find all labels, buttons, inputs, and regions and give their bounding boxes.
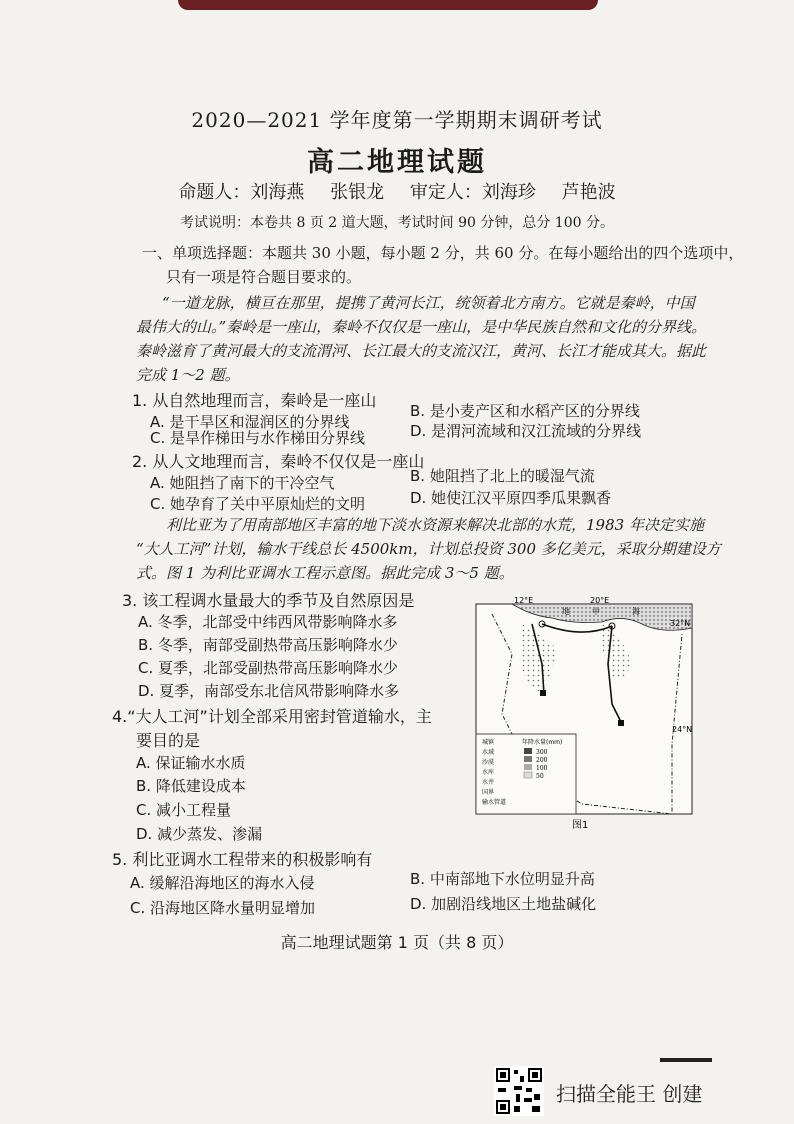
legend-rain-swatch-2 — [524, 756, 532, 762]
q3-stem: 3. 该工程调水量最大的季节及自然原因是 — [122, 591, 415, 610]
q2-option-d: D. 她使江汉平原四季瓜果飘香 — [410, 489, 612, 507]
q3-option-a: A. 冬季，北部受中纬西风带影响降水多 — [138, 613, 398, 631]
section-heading-line-1: 一、单项选择题：本题共 30 小题，每小题 2 分，共 60 分。在每小题给出的四个选项中， — [142, 244, 744, 262]
passage1-line-3: 秦岭滋育了黄河最大的支流渭河、长江最大的支流汉江，黄河、长江才能成其大。据此 — [136, 342, 707, 360]
q5-option-c: C. 沿海地区降水量明显增加 — [130, 899, 316, 917]
well-marker-east — [618, 720, 624, 726]
exam-instructions: 考试说明：本卷共 8 页 2 道大题，考试时间 90 分钟，总分 100 分。 — [180, 215, 614, 231]
author-1: 命题人：刘海燕 — [178, 182, 305, 203]
legend-border: 国界 — [482, 789, 495, 796]
q1-option-d: D. 是渭河流域和汉江流域的分界线 — [410, 422, 642, 440]
authors-line — [0, 178, 794, 204]
q1-option-a: A. 是干旱区和湿润区的分界线 — [150, 413, 350, 431]
q3-option-c: C. 夏季，北部受副热带高压影响降水少 — [138, 659, 399, 677]
sea-label-1: 地 — [562, 607, 570, 616]
binder-edge — [178, 0, 598, 10]
legend-water: 水域 — [482, 749, 495, 756]
q2-option-b: B. 她阻挡了北上的暖湿气流 — [410, 467, 595, 485]
q3-option-d: D. 夏季，南部受东北信风带影响降水多 — [138, 682, 400, 700]
legend-rain-swatch-3 — [524, 764, 532, 770]
legend-well: 水井 — [482, 779, 495, 786]
legend-desert: 沙漠 — [482, 759, 495, 766]
q2-stem: 2. 从人文地理而言，秦岭不仅仅是一座山 — [132, 452, 425, 471]
section-heading-line-2: 只有一项是符合题目要求的。 — [166, 268, 362, 286]
legend-rain-1: 300 — [536, 749, 548, 756]
passage2-line-2: “大人工河”计划，输水干线总长 4500km，计划总投资 300 多亿美元，采取分期建设方 — [136, 540, 721, 558]
legend-rain-swatch-4 — [524, 772, 532, 778]
exam-title: 2020—2021 学年度第一学期期末调研考试 — [191, 108, 603, 132]
lon-label-right: 20°E — [590, 596, 610, 605]
q2-option-a: A. 她阻挡了南下的干冷空气 — [150, 474, 335, 492]
q5-option-a: A. 缓解沿海地区的海水入侵 — [130, 874, 315, 892]
page-footer: 高二地理试题第 1 页（共 8 页） — [280, 933, 514, 952]
lat-label-bottom: 24°N — [672, 725, 693, 734]
passage1-line-2: 最伟大的山。”秦岭是一座山，秦岭不仅仅是一座山，是中华民族自然和文化的分界线。 — [136, 318, 707, 336]
q1-option-b: B. 是小麦产区和水稻产区的分界线 — [410, 402, 640, 420]
legend-rain-4: 50 — [536, 773, 544, 780]
legend-rain-3: 100 — [536, 765, 548, 772]
q4-stem-line-1: 4.“大人工河”计划全部采用密封管道输水，主 — [112, 707, 432, 726]
q4-option-d: D. 减少蒸发、渗漏 — [136, 825, 263, 843]
q4-option-c: C. 减小工程量 — [136, 801, 232, 819]
passage2-line-3: 式。图 1 为利比亚调水工程示意图。据此完成 3～5 题。 — [136, 564, 514, 582]
legend-rain-title: 年降水量(mm) — [522, 739, 563, 746]
q1-option-c: C. 是旱作梯田与水作梯田分界线 — [150, 429, 366, 447]
lat-label-top: 32°N — [670, 619, 691, 628]
figure-1-map — [472, 594, 704, 832]
well-marker-west — [540, 690, 546, 696]
passage1-line-1: “一道龙脉，横亘在那里，提携了黄河长江，统领着北方南方。它就是秦岭，中国 — [162, 294, 695, 312]
watermark-text: 扫描全能王 创建 — [556, 1082, 703, 1106]
q1-stem: 1. 从自然地理而言，秦岭是一座山 — [132, 391, 377, 410]
passage1-line-4: 完成 1～2 题。 — [136, 366, 240, 384]
subject-title: 高二地理试题 — [307, 147, 487, 178]
q4-option-a: A. 保证输水水质 — [136, 754, 246, 772]
legend-pipe: 输水管道 — [482, 799, 507, 806]
passage2-line-1: 利比亚为了用南部地区丰富的地下淡水资源来解决北部的水荒，1983 年决定实施 — [166, 516, 704, 534]
legend-cities: 城镇 — [482, 739, 495, 746]
sea-label-3: 海 — [632, 607, 640, 616]
reviewer-2: 芦艳波 — [561, 182, 616, 203]
watermark-rule — [660, 1058, 712, 1062]
legend-reservoir: 水库 — [482, 769, 495, 776]
q2-option-c: C. 她孕育了关中平原灿烂的文明 — [150, 495, 366, 513]
q5-option-b: B. 中南部地下水位明显升高 — [410, 870, 595, 888]
lon-label-left: 12°E — [514, 596, 534, 605]
qr-code-icon — [494, 1066, 544, 1116]
q3-option-b: B. 冬季，南部受副热带高压影响降水少 — [138, 636, 398, 654]
legend-rain-swatch-1 — [524, 748, 532, 754]
q4-option-b: B. 降低建设成本 — [136, 777, 246, 795]
q5-option-d: D. 加剧沿线地区土地盐碱化 — [410, 895, 597, 913]
figure-caption: 图1 — [572, 820, 589, 831]
q4-stem-line-2: 要目的是 — [136, 731, 201, 750]
reviewer-1: 审定人：刘海珍 — [409, 182, 536, 203]
author-2: 张银龙 — [330, 182, 385, 203]
legend-rain-2: 200 — [536, 757, 548, 764]
q5-stem: 5. 利比亚调水工程带来的积极影响有 — [112, 850, 373, 869]
sea-label-2: 中 — [592, 607, 600, 616]
